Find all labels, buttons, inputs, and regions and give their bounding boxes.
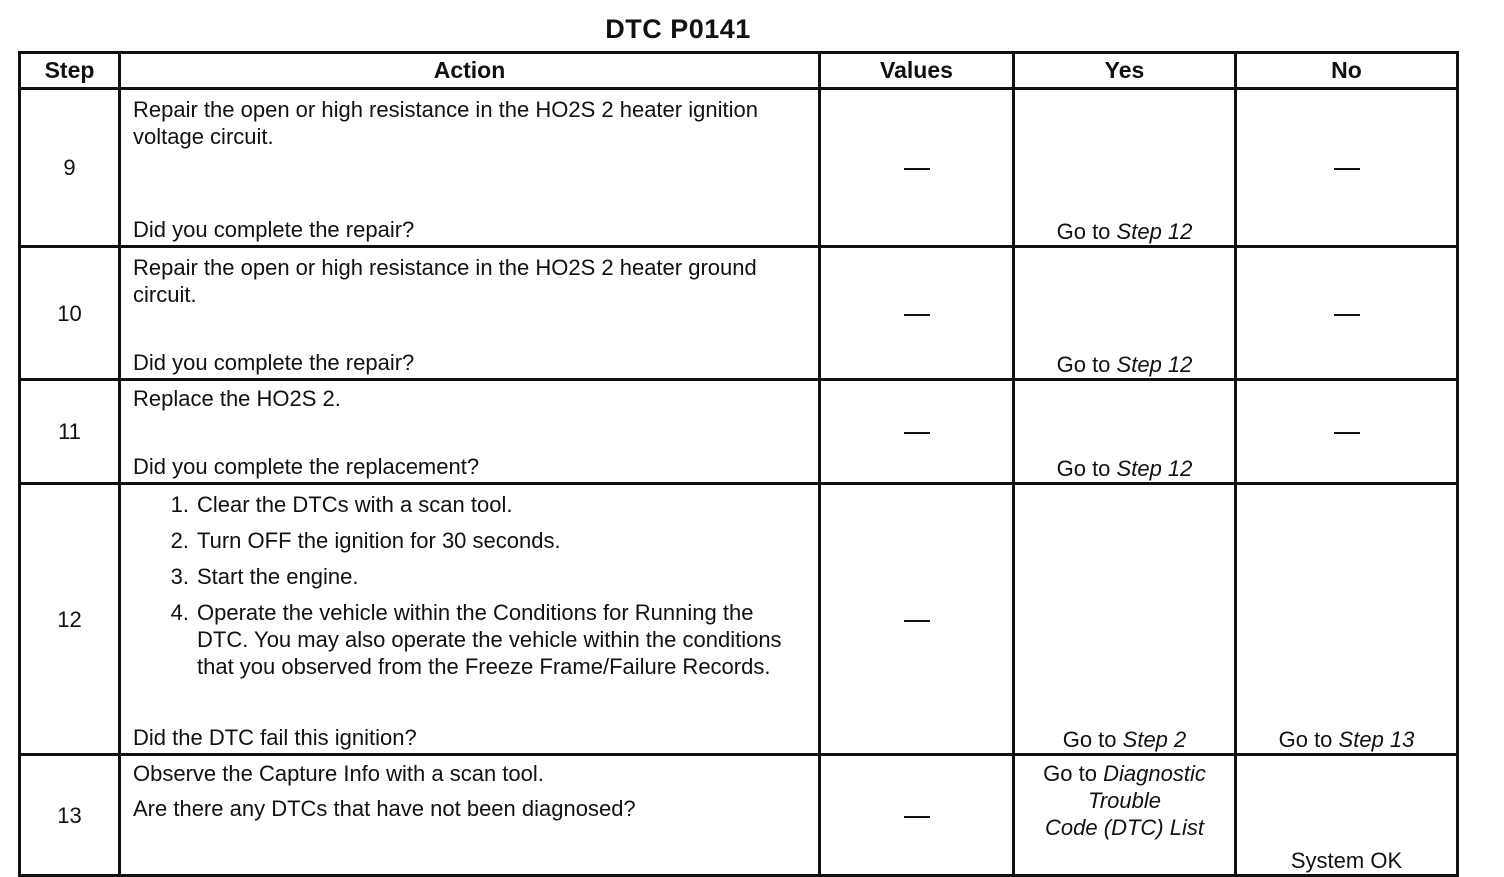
action-text: Observe the Capture Info with a scan tool. — [133, 761, 544, 786]
yes-goto: Go to — [1062, 727, 1117, 752]
list-item-number: 1. — [170, 492, 189, 517]
yes-cell — [1014, 89, 1236, 247]
header-action: Action — [120, 53, 820, 89]
yes-goto: Go to — [1056, 352, 1111, 377]
no-step-link[interactable]: Step 13 — [1338, 727, 1415, 752]
table-row — [20, 247, 1458, 380]
action-question: Are there any DTCs that have not been diagnosed? — [133, 796, 636, 821]
list-item-number: 4. — [170, 600, 189, 625]
list-item — [133, 491, 818, 518]
yes-goto: Go to — [1056, 456, 1111, 481]
list-item-number: 3. — [170, 564, 189, 589]
dtc-table — [18, 51, 1459, 877]
yes-target-line3: Code (DTC) List — [1045, 815, 1204, 840]
header-step: Step — [20, 53, 120, 89]
yes-goto: Go to — [1043, 761, 1097, 786]
yes-cell — [1014, 484, 1236, 755]
table-row — [20, 380, 1458, 484]
action-cell — [120, 89, 820, 247]
yes-step-link[interactable]: Step 2 — [1122, 727, 1187, 752]
values-cell — [820, 380, 1014, 484]
action-question: Did you complete the replacement? — [133, 454, 480, 479]
action-text: Repair the open or high resistance in the HO2S 2 heater ignition voltage circuit. — [133, 97, 758, 149]
document-title: DTC P0141 — [605, 14, 751, 44]
list-item — [133, 563, 818, 590]
no-cell — [1236, 484, 1458, 755]
yes-cell — [1014, 380, 1236, 484]
list-item — [133, 527, 818, 554]
no-cell — [1236, 247, 1458, 380]
no-result: System OK — [1290, 848, 1403, 873]
step-number: 12 — [20, 484, 120, 755]
step-number: 10 — [20, 247, 120, 380]
yes-cell — [1014, 247, 1236, 380]
yes-step-link[interactable]: Step 12 — [1116, 219, 1193, 244]
action-question: Did you complete the repair? — [133, 217, 415, 242]
values-cell — [820, 247, 1014, 380]
action-cell — [120, 755, 820, 876]
yes-step-link[interactable]: Step 12 — [1116, 352, 1193, 377]
yes-goto: Go to — [1056, 219, 1111, 244]
no-cell — [1236, 755, 1458, 876]
list-item-text: Clear the DTCs with a scan tool. — [197, 492, 513, 517]
action-question: Did the DTC fail this ignition? — [133, 725, 417, 750]
values-cell — [820, 755, 1014, 876]
yes-step-link[interactable]: Step 12 — [1116, 456, 1193, 481]
dash — [904, 168, 930, 170]
action-text: Repair the open or high resistance in the HO2S 2 heater ground circuit. — [133, 255, 757, 307]
yes-cell — [1014, 755, 1236, 876]
list-item — [133, 599, 818, 680]
table-row — [20, 484, 1458, 755]
dash — [1334, 432, 1360, 434]
no-goto: Go to — [1278, 727, 1333, 752]
list-item-text: Turn OFF the ignition for 30 seconds. — [197, 528, 561, 553]
header-no: No — [1236, 53, 1458, 89]
dash — [1334, 314, 1360, 316]
step-number: 11 — [20, 380, 120, 484]
values-cell — [820, 484, 1014, 755]
header-values: Values — [820, 53, 1014, 89]
dash — [904, 620, 930, 622]
table-row — [20, 89, 1458, 247]
action-cell — [120, 247, 820, 380]
no-cell — [1236, 89, 1458, 247]
no-cell — [1236, 380, 1458, 484]
list-item-text: Operate the vehicle within the Conditions for Running the DTC. You may also operate the vehicle within the conditions that you observed from the Freeze Frame/Failure Records. — [197, 600, 782, 679]
action-question: Did you complete the repair? — [133, 350, 415, 375]
header-yes: Yes — [1014, 53, 1236, 89]
yes-target-line2: Trouble — [1088, 788, 1161, 813]
action-cell — [120, 380, 820, 484]
dash — [904, 432, 930, 434]
yes-diagnostic-link[interactable] — [1015, 760, 1234, 841]
dash — [904, 816, 930, 818]
table-row — [20, 755, 1458, 876]
list-item-text: Start the engine. — [197, 564, 359, 589]
step-number: 13 — [20, 755, 120, 876]
procedure-list — [121, 491, 818, 680]
dash — [1334, 168, 1360, 170]
step-number: 9 — [20, 89, 120, 247]
table-header-row — [20, 53, 1458, 89]
values-cell — [820, 89, 1014, 247]
dash — [904, 314, 930, 316]
yes-target-line1: Diagnostic — [1103, 761, 1206, 786]
list-item-number: 2. — [170, 528, 189, 553]
action-cell — [120, 484, 820, 755]
action-text: Replace the HO2S 2. — [133, 386, 341, 411]
